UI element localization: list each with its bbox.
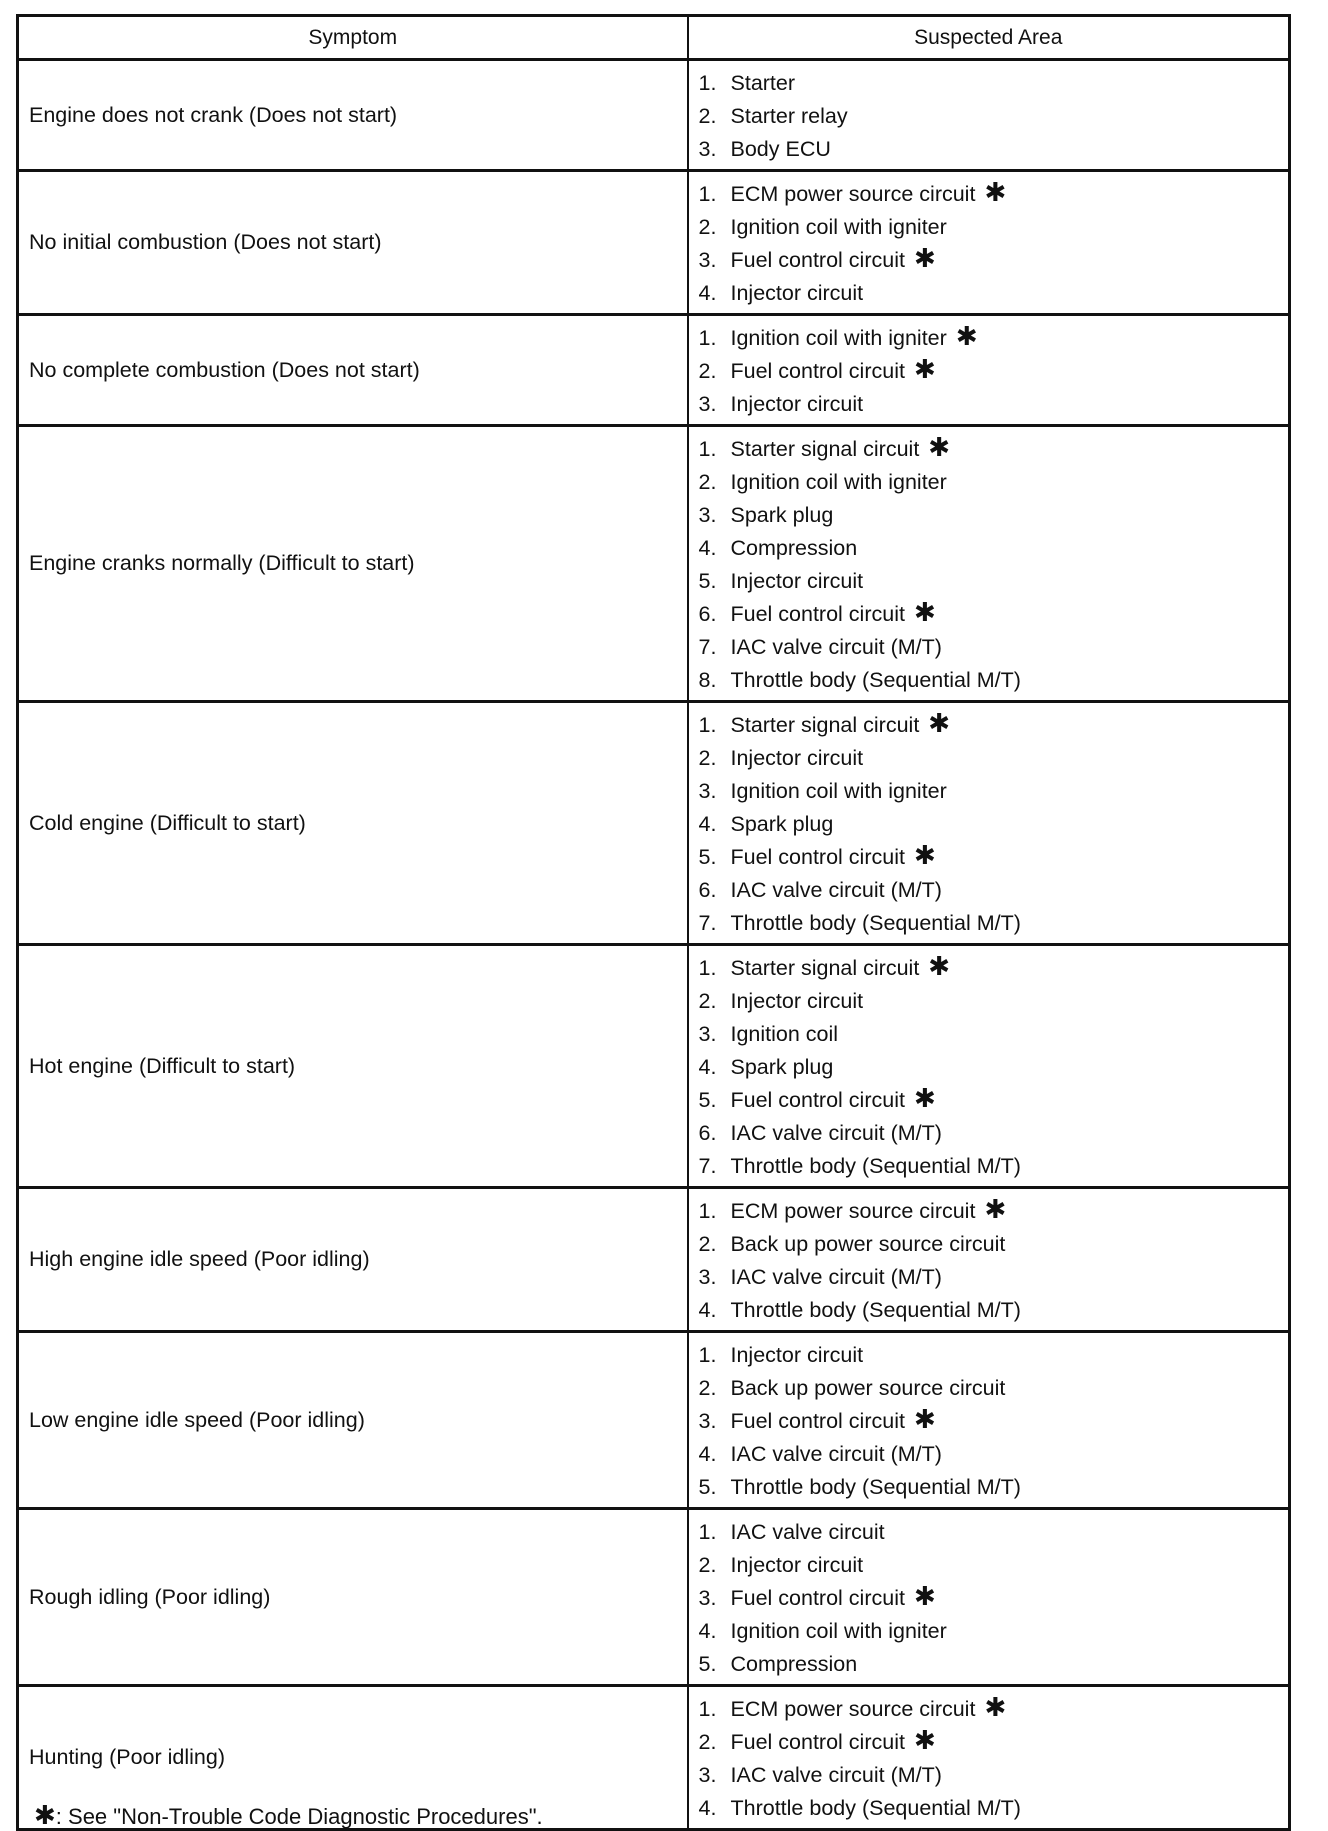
suspected-area-cell	[688, 1188, 1290, 1332]
star-icon: ✱	[913, 354, 936, 384]
list-item	[699, 1339, 1289, 1372]
table-header-row	[18, 16, 1290, 60]
item-number: 2.	[698, 215, 717, 239]
star-icon: ✱	[34, 1800, 56, 1830]
list-item	[699, 1051, 1289, 1084]
item-text: Fuel control circuit	[730, 248, 905, 272]
list-item	[699, 664, 1289, 697]
table-body	[18, 60, 1290, 1830]
list-item	[699, 1150, 1289, 1183]
list-item	[699, 532, 1289, 565]
list-item	[699, 1018, 1289, 1051]
star-icon: ✱	[913, 840, 936, 870]
item-text: Starter signal circuit	[730, 956, 920, 980]
symptom-cell: No complete combustion (Does not start)	[18, 315, 688, 426]
star-icon: ✱	[913, 597, 936, 627]
suspected-area-cell	[688, 315, 1290, 426]
item-number: 6.	[698, 878, 717, 902]
item-number: 5.	[698, 1475, 717, 1499]
suspected-area-cell	[688, 426, 1290, 702]
list-item	[699, 1261, 1289, 1294]
item-number: 1.	[698, 437, 717, 461]
item-number: 4.	[698, 1796, 717, 1820]
item-text: ECM power source circuit	[730, 182, 976, 206]
item-text: Compression	[730, 536, 858, 560]
table-row	[18, 426, 1290, 702]
list-item	[699, 1615, 1289, 1648]
list-item	[699, 598, 1289, 631]
list-item	[699, 1117, 1289, 1150]
item-text: Spark plug	[730, 503, 834, 527]
item-number: 4.	[698, 1619, 717, 1643]
item-number: 7.	[698, 1154, 717, 1178]
star-icon: ✱	[928, 708, 951, 738]
item-number: 4.	[698, 812, 717, 836]
item-text: IAC valve circuit (M/T)	[730, 635, 942, 659]
item-text: IAC valve circuit	[730, 1520, 885, 1544]
item-number: 2.	[698, 1553, 717, 1577]
item-number: 7.	[698, 911, 717, 935]
list-item	[699, 244, 1289, 277]
table-row	[18, 1509, 1290, 1686]
item-number: 5.	[698, 845, 717, 869]
diagnostic-sheet	[16, 14, 1288, 1831]
star-icon: ✱	[913, 1725, 936, 1755]
item-text: ECM power source circuit	[730, 1697, 976, 1721]
symptom-cell: Cold engine (Difficult to start)	[18, 702, 688, 945]
list-item	[699, 388, 1289, 421]
symptom-cell: High engine idle speed (Poor idling)	[18, 1188, 688, 1332]
item-number: 3.	[698, 248, 717, 272]
list-item	[699, 841, 1289, 874]
suspected-area-cell	[688, 702, 1290, 945]
list-item	[699, 1582, 1289, 1615]
list-item	[699, 1438, 1289, 1471]
item-number: 2.	[698, 1232, 717, 1256]
item-number: 1.	[698, 713, 717, 737]
item-number: 3.	[698, 1265, 717, 1289]
item-number: 6.	[698, 1121, 717, 1145]
list-item	[699, 1228, 1289, 1261]
item-text: Injector circuit	[730, 392, 864, 416]
list-item	[699, 631, 1289, 664]
item-number: 3.	[698, 1022, 717, 1046]
list-item	[699, 1792, 1289, 1825]
item-number: 2.	[698, 470, 717, 494]
item-text: Injector circuit	[730, 746, 864, 770]
list-item	[699, 742, 1289, 775]
item-text: Ignition coil	[730, 1022, 839, 1046]
suspected-area-cell	[688, 1686, 1290, 1830]
item-number: 2.	[698, 1730, 717, 1754]
item-number: 1.	[698, 1343, 717, 1367]
item-number: 5.	[698, 1088, 717, 1112]
symptom-cell: Rough idling (Poor idling)	[18, 1509, 688, 1686]
table-row	[18, 60, 1290, 171]
star-icon: ✱	[984, 177, 1007, 207]
table-row	[18, 702, 1290, 945]
item-number: 1.	[698, 182, 717, 206]
list-item	[699, 1195, 1289, 1228]
item-text: Back up power source circuit	[730, 1376, 1006, 1400]
item-text: Throttle body (Sequential M/T)	[730, 668, 1021, 692]
item-number: 4.	[698, 1055, 717, 1079]
item-number: 2.	[698, 359, 717, 383]
symptom-cell: No initial combustion (Does not start)	[18, 171, 688, 315]
item-number: 4.	[698, 281, 717, 305]
list-item	[699, 1405, 1289, 1438]
item-text: IAC valve circuit (M/T)	[730, 1763, 942, 1787]
item-number: 3.	[698, 1409, 717, 1433]
symptom-cell: Low engine idle speed (Poor idling)	[18, 1332, 688, 1509]
list-item	[699, 1549, 1289, 1582]
item-text: Injector circuit	[730, 989, 864, 1013]
item-number: 2.	[698, 989, 717, 1013]
item-text: Throttle body (Sequential M/T)	[730, 1475, 1021, 1499]
item-number: 4.	[698, 1442, 717, 1466]
suspected-area-cell	[688, 945, 1290, 1188]
list-item	[699, 907, 1289, 940]
list-item	[699, 952, 1289, 985]
symptom-column-header: Symptom	[18, 16, 688, 60]
list-item	[699, 775, 1289, 808]
item-text: Injector circuit	[730, 1343, 864, 1367]
item-text: Starter	[730, 71, 796, 95]
item-number: 8.	[698, 668, 717, 692]
item-number: 1.	[698, 956, 717, 980]
item-number: 5.	[698, 569, 717, 593]
item-text: Ignition coil with igniter	[730, 215, 947, 239]
list-item	[699, 211, 1289, 244]
item-text: Fuel control circuit	[730, 1409, 905, 1433]
list-item	[699, 1516, 1289, 1549]
list-item	[699, 178, 1289, 211]
item-text: IAC valve circuit (M/T)	[730, 1265, 942, 1289]
star-icon: ✱	[913, 1404, 936, 1434]
star-icon: ✱	[984, 1692, 1007, 1722]
list-item	[699, 565, 1289, 598]
star-icon: ✱	[913, 1581, 936, 1611]
item-number: 2.	[698, 104, 717, 128]
list-item	[699, 1759, 1289, 1792]
list-item	[699, 808, 1289, 841]
item-number: 4.	[698, 1298, 717, 1322]
item-number: 1.	[698, 1697, 717, 1721]
list-item	[699, 874, 1289, 907]
list-item	[699, 1648, 1289, 1681]
item-text: Fuel control circuit	[730, 1730, 905, 1754]
list-item	[699, 709, 1289, 742]
table-row	[18, 1332, 1290, 1509]
item-text: Throttle body (Sequential M/T)	[730, 1298, 1021, 1322]
list-item	[699, 985, 1289, 1018]
item-text: Throttle body (Sequential M/T)	[730, 1796, 1021, 1820]
item-number: 3.	[698, 392, 717, 416]
list-item	[699, 1372, 1289, 1405]
item-number: 5.	[698, 1652, 717, 1676]
suspected-area-column-header: Suspected Area	[688, 16, 1290, 60]
footnote-text: : See "Non-Trouble Code Diagnostic Procedures".	[55, 1804, 543, 1829]
item-text: Throttle body (Sequential M/T)	[730, 1154, 1021, 1178]
star-icon: ✱	[984, 1194, 1007, 1224]
item-text: Starter relay	[730, 104, 848, 128]
list-item	[699, 1471, 1289, 1504]
item-number: 1.	[698, 326, 717, 350]
item-text: Ignition coil with igniter	[730, 470, 947, 494]
suspected-area-cell	[688, 1509, 1290, 1686]
item-text: Back up power source circuit	[730, 1232, 1006, 1256]
item-text: Body ECU	[730, 137, 831, 161]
item-text: Ignition coil with igniter	[730, 779, 947, 803]
table-row	[18, 171, 1290, 315]
item-number: 3.	[698, 1586, 717, 1610]
item-text: IAC valve circuit (M/T)	[730, 1442, 942, 1466]
item-text: ECM power source circuit	[730, 1199, 976, 1223]
item-number: 2.	[698, 1376, 717, 1400]
star-icon: ✱	[913, 1083, 936, 1113]
item-text: Fuel control circuit	[730, 1088, 905, 1112]
suspected-area-cell	[688, 60, 1290, 171]
item-number: 4.	[698, 536, 717, 560]
item-text: Fuel control circuit	[730, 359, 905, 383]
star-icon: ✱	[928, 432, 951, 462]
item-number: 3.	[698, 137, 717, 161]
item-text: Ignition coil with igniter	[730, 1619, 947, 1643]
item-text: Ignition coil with igniter	[730, 326, 947, 350]
footnote	[34, 1800, 543, 1831]
item-number: 3.	[698, 1763, 717, 1787]
list-item	[699, 1084, 1289, 1117]
symptom-table	[16, 14, 1291, 1831]
list-item	[699, 277, 1289, 310]
item-number: 2.	[698, 746, 717, 770]
symptom-cell: Hunting (Poor idling)	[18, 1686, 688, 1830]
item-text: Injector circuit	[730, 281, 864, 305]
table-row	[18, 315, 1290, 426]
list-item	[699, 100, 1289, 133]
item-number: 3.	[698, 503, 717, 527]
table-row	[18, 945, 1290, 1188]
item-number: 1.	[698, 1199, 717, 1223]
item-text: Starter signal circuit	[730, 713, 920, 737]
item-text: Starter signal circuit	[730, 437, 920, 461]
item-text: IAC valve circuit (M/T)	[730, 1121, 942, 1145]
item-text: Fuel control circuit	[730, 602, 905, 626]
symptom-cell: Engine cranks normally (Difficult to start)	[18, 426, 688, 702]
list-item	[699, 499, 1289, 532]
list-item	[699, 466, 1289, 499]
item-number: 7.	[698, 635, 717, 659]
list-item	[699, 1726, 1289, 1759]
item-number: 6.	[698, 602, 717, 626]
list-item	[699, 322, 1289, 355]
item-text: Spark plug	[730, 812, 834, 836]
suspected-area-cell	[688, 1332, 1290, 1509]
item-text: Throttle body (Sequential M/T)	[730, 911, 1021, 935]
list-item	[699, 67, 1289, 100]
symptom-cell: Hot engine (Difficult to start)	[18, 945, 688, 1188]
star-icon: ✱	[913, 243, 936, 273]
item-text: Compression	[730, 1652, 858, 1676]
suspected-area-cell	[688, 171, 1290, 315]
item-number: 1.	[698, 71, 717, 95]
item-number: 3.	[698, 779, 717, 803]
item-text: Fuel control circuit	[730, 845, 905, 869]
symptom-cell: Engine does not crank (Does not start)	[18, 60, 688, 171]
table-row	[18, 1188, 1290, 1332]
list-item	[699, 1693, 1289, 1726]
item-text: Spark plug	[730, 1055, 834, 1079]
list-item	[699, 1294, 1289, 1327]
list-item	[699, 133, 1289, 166]
list-item	[699, 433, 1289, 466]
item-text: Injector circuit	[730, 569, 864, 593]
item-text: Fuel control circuit	[730, 1586, 905, 1610]
item-number: 1.	[698, 1520, 717, 1544]
item-text: IAC valve circuit (M/T)	[730, 878, 942, 902]
item-text: Injector circuit	[730, 1553, 864, 1577]
star-icon: ✱	[928, 951, 951, 981]
star-icon: ✱	[955, 321, 978, 351]
list-item	[699, 355, 1289, 388]
